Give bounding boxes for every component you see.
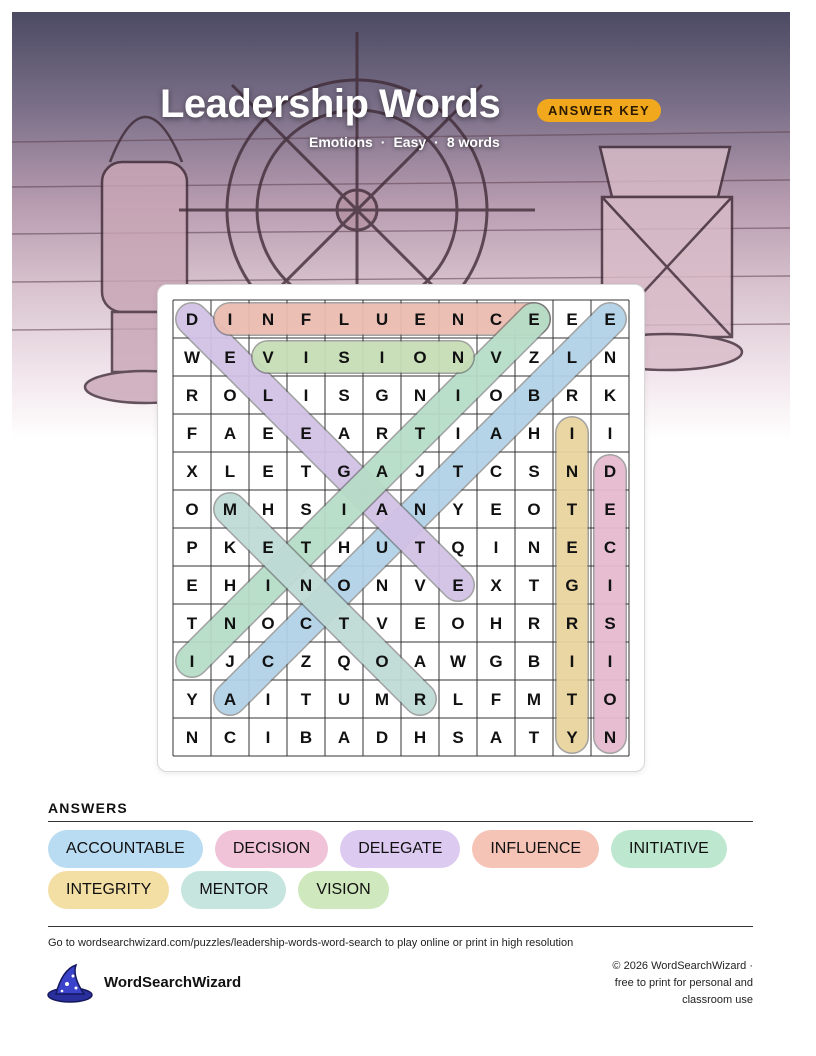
grid-letter: N xyxy=(603,728,617,747)
grid-letter: T xyxy=(528,728,540,747)
grid-letter: J xyxy=(415,462,425,481)
grid-letter: F xyxy=(186,424,198,443)
grid-letter: G xyxy=(565,576,579,595)
footer-divider xyxy=(48,926,753,927)
grid-letter: S xyxy=(528,462,540,481)
grid-letter: P xyxy=(186,538,198,557)
grid-letter: T xyxy=(566,690,578,709)
grid-letter: E xyxy=(224,348,236,367)
grid-letter: I xyxy=(607,652,613,671)
grid-letter: O xyxy=(185,500,199,519)
grid-letter: R xyxy=(527,614,541,633)
grid-letter: G xyxy=(375,386,389,405)
grid-letter: X xyxy=(490,576,502,595)
grid-letter: S xyxy=(338,386,350,405)
answers-heading: ANSWERS xyxy=(48,800,128,816)
puzzle-meta xyxy=(309,134,500,150)
grid-letter: Y xyxy=(566,728,578,747)
answers-divider xyxy=(48,821,753,822)
grid-letter: N xyxy=(413,500,427,519)
grid-letter: A xyxy=(337,728,351,747)
grid-letter: C xyxy=(603,538,617,557)
grid-letter: O xyxy=(413,348,427,367)
word-grid xyxy=(158,285,644,771)
grid-letter: E xyxy=(528,310,540,329)
grid-letter: Y xyxy=(186,690,198,709)
meta-word-count: 8 words xyxy=(446,134,500,150)
grid-letter: R xyxy=(413,690,427,709)
answer-key-badge: ANSWER KEY xyxy=(537,99,661,122)
grid-letter: G xyxy=(489,652,503,671)
grid-letter: C xyxy=(261,652,275,671)
grid-letter: O xyxy=(337,576,351,595)
grid-letter: O xyxy=(223,386,237,405)
grid-letter: I xyxy=(379,348,385,367)
grid-letter: D xyxy=(603,462,617,481)
grid-letter: A xyxy=(337,424,351,443)
grid-letter: N xyxy=(451,310,465,329)
grid-letter: S xyxy=(338,348,350,367)
grid-letter: E xyxy=(186,576,198,595)
grid-letter: E xyxy=(566,310,578,329)
grid-letter: E xyxy=(452,576,464,595)
grid-letter: L xyxy=(262,386,274,405)
grid-letter: I xyxy=(303,386,309,405)
grid-letter: T xyxy=(452,462,464,481)
grid-letter: E xyxy=(490,500,502,519)
grid-letter: N xyxy=(185,728,199,747)
grid-letter: B xyxy=(527,386,541,405)
grid-letter: Z xyxy=(300,652,312,671)
grid-letter: A xyxy=(413,652,427,671)
grid-letter: O xyxy=(603,690,617,709)
copyright xyxy=(533,958,753,1009)
grid-letter: I xyxy=(607,424,613,443)
grid-letter: E xyxy=(262,424,274,443)
grid-letter: U xyxy=(375,310,389,329)
grid-letter: O xyxy=(527,500,541,519)
answer-chip-mentor: MENTOR xyxy=(181,871,286,909)
grid-letter: T xyxy=(338,614,350,633)
grid-letter: L xyxy=(452,690,464,709)
answer-chip-integrity: INTEGRITY xyxy=(48,871,169,909)
grid-letter: X xyxy=(186,462,198,481)
grid-letter: B xyxy=(527,652,541,671)
grid-letter: N xyxy=(565,462,579,481)
grid-letter: R xyxy=(375,424,389,443)
grid-letter: C xyxy=(299,614,313,633)
grid-letter: T xyxy=(414,538,426,557)
grid-letter: K xyxy=(223,538,237,557)
grid-letter: J xyxy=(225,652,235,671)
grid-letter: V xyxy=(262,348,274,367)
grid-letter: D xyxy=(375,728,389,747)
grid-letter: I xyxy=(607,576,613,595)
brand-name[interactable]: WordSearchWizard xyxy=(104,974,242,991)
grid-letter: A xyxy=(223,424,237,443)
grid-letter: E xyxy=(604,500,616,519)
grid-letter: Z xyxy=(528,348,540,367)
grid-letter: E xyxy=(300,424,312,443)
grid-letter: C xyxy=(223,728,237,747)
grid-letter: H xyxy=(337,538,351,557)
page-title: Leadership Words xyxy=(160,82,501,126)
grid-letter: L xyxy=(338,310,350,329)
grid-letter: N xyxy=(299,576,313,595)
meta-separator: · xyxy=(434,134,439,150)
answer-list xyxy=(48,830,768,909)
grid-letter: O xyxy=(451,614,465,633)
grid-letter: H xyxy=(527,424,541,443)
grid-letter: M xyxy=(374,690,390,709)
grid-letter: V xyxy=(376,614,388,633)
grid-letter: L xyxy=(566,348,578,367)
grid-letter: E xyxy=(414,614,426,633)
grid-letter: L xyxy=(224,462,236,481)
grid-letter: S xyxy=(452,728,464,747)
grid-letter: N xyxy=(413,386,427,405)
meta-difficulty: Easy xyxy=(393,134,427,150)
grid-letter: W xyxy=(183,348,201,367)
grid-letter: I xyxy=(303,348,309,367)
grid-letter: H xyxy=(261,500,275,519)
puzzle-card xyxy=(157,284,645,772)
answer-chip-decision: DECISION xyxy=(215,830,328,868)
grid-letter: I xyxy=(227,310,233,329)
answer-chip-delegate: DELEGATE xyxy=(340,830,460,868)
grid-letter: I xyxy=(265,728,271,747)
grid-letter: N xyxy=(375,576,389,595)
grid-letter: N xyxy=(603,348,617,367)
footer-link[interactable]: Go to wordsearchwizard.com/puzzles/leadership-words-word-search to play online or print in high resolution xyxy=(48,937,574,949)
grid-letter: W xyxy=(449,652,467,671)
copyright-line: © 2026 WordSearchWizard · xyxy=(612,960,753,972)
grid-letter: U xyxy=(375,538,389,557)
grid-letter: I xyxy=(455,424,461,443)
grid-letter: Q xyxy=(337,652,351,671)
meta-theme: Emotions xyxy=(309,134,373,150)
copyright-line: classroom use xyxy=(682,994,753,1006)
grid-letter: I xyxy=(265,576,271,595)
grid-letter: G xyxy=(337,462,351,481)
answer-chip-accountable: ACCOUNTABLE xyxy=(48,830,203,868)
wizard-hat-icon xyxy=(46,962,94,1006)
grid-letter: M xyxy=(222,500,238,519)
grid-letter: T xyxy=(566,500,578,519)
answer-chip-influence: INFLUENCE xyxy=(472,830,599,868)
meta-separator: · xyxy=(380,134,386,150)
grid-letter: T xyxy=(414,424,426,443)
grid-letter: Y xyxy=(452,500,464,519)
grid-letter: V xyxy=(414,576,426,595)
grid-letter: M xyxy=(526,690,542,709)
grid-letter: I xyxy=(569,652,575,671)
grid-letter: R xyxy=(565,614,579,633)
grid-letter: E xyxy=(262,462,274,481)
grid-letter: O xyxy=(375,652,389,671)
grid-letter: N xyxy=(527,538,541,557)
grid-letter: N xyxy=(261,310,275,329)
grid-letter: A xyxy=(223,690,237,709)
grid-letter: O xyxy=(261,614,275,633)
grid-letter: I xyxy=(493,538,499,557)
grid-letter: I xyxy=(341,500,347,519)
grid-letter: E xyxy=(262,538,274,557)
grid-letter: N xyxy=(223,614,237,633)
grid-letter: H xyxy=(413,728,427,747)
grid-letter: E xyxy=(604,310,616,329)
grid-letter: A xyxy=(375,500,389,519)
grid-letter: I xyxy=(455,386,461,405)
grid-letter: S xyxy=(604,614,616,633)
grid-letter: T xyxy=(300,538,312,557)
answer-chip-initiative: INITIATIVE xyxy=(611,830,727,868)
grid-letter: T xyxy=(528,576,540,595)
grid-letter: R xyxy=(565,386,579,405)
grid-letter: K xyxy=(603,386,617,405)
copyright-line: free to print for personal and xyxy=(614,977,753,989)
grid-letter: C xyxy=(489,462,503,481)
grid-letter: I xyxy=(569,424,575,443)
grid-letter: T xyxy=(300,690,312,709)
grid-letter: N xyxy=(451,348,465,367)
grid-letter: D xyxy=(185,310,199,329)
answer-chip-vision: VISION xyxy=(298,871,388,909)
grid-letter: A xyxy=(375,462,389,481)
grid-letter: I xyxy=(265,690,271,709)
grid-letter: H xyxy=(489,614,503,633)
grid-letter: O xyxy=(489,386,503,405)
grid-letter: T xyxy=(300,462,312,481)
grid-letter: S xyxy=(300,500,312,519)
grid-letter: Q xyxy=(451,538,465,557)
grid-letter: T xyxy=(186,614,198,633)
grid-letter: V xyxy=(490,348,502,367)
grid-letter: I xyxy=(189,652,195,671)
grid-letter: A xyxy=(489,728,503,747)
grid-letter: H xyxy=(223,576,237,595)
grid-letter: U xyxy=(337,690,351,709)
grid-letter: A xyxy=(489,424,503,443)
grid-letter: C xyxy=(489,310,503,329)
grid-letter: F xyxy=(490,690,502,709)
grid-letter: E xyxy=(566,538,578,557)
grid-letter: R xyxy=(185,386,199,405)
grid-letter: F xyxy=(300,310,312,329)
grid-letter: E xyxy=(414,310,426,329)
grid-letter: B xyxy=(299,728,313,747)
